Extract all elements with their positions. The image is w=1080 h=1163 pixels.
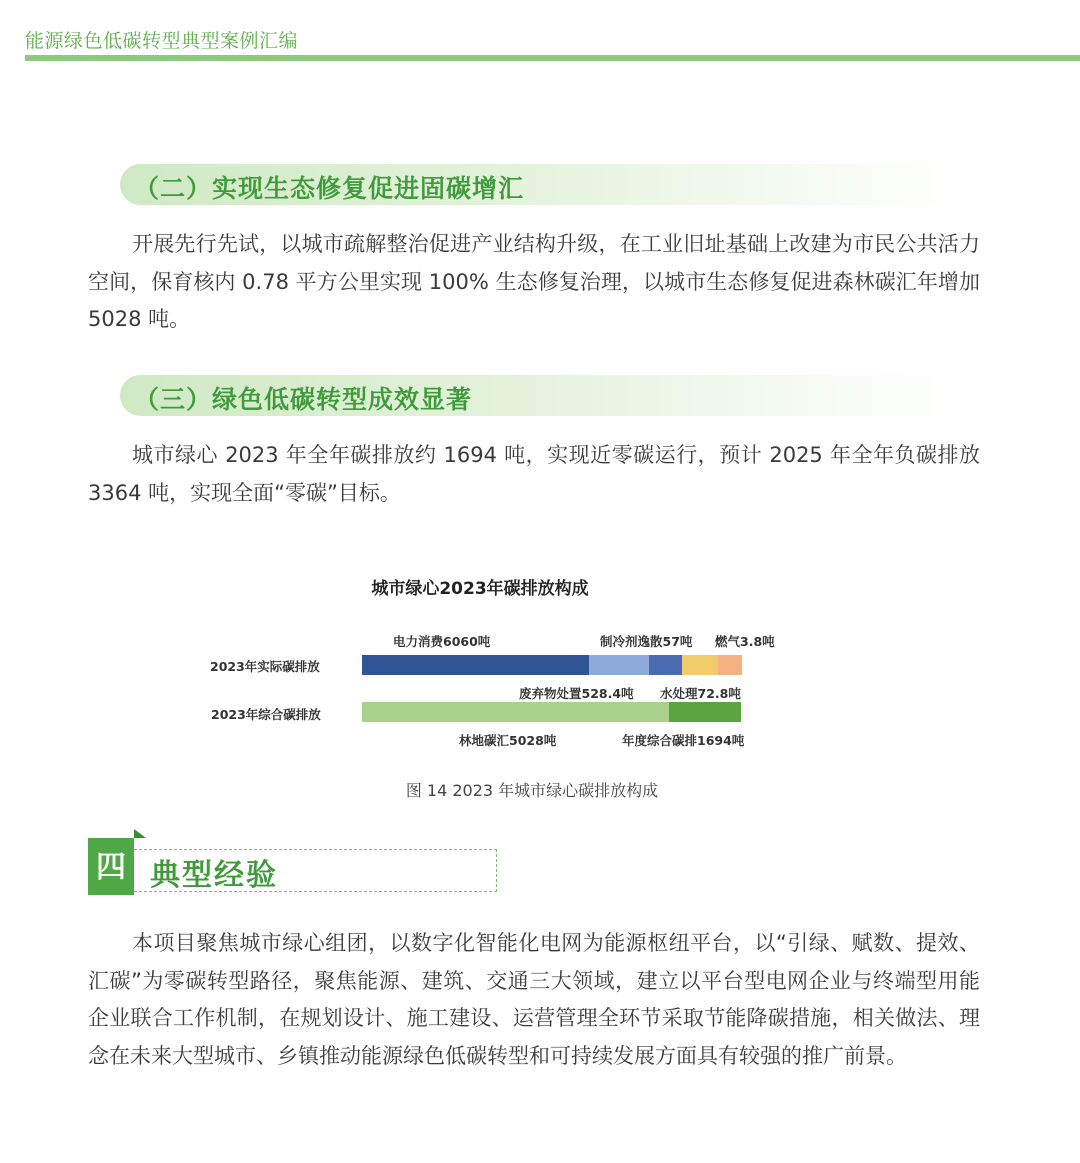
data-label-annual-net: 年度综合碳排1694吨 [622, 733, 745, 748]
section-paragraph-3: 城市绿心 2023 年全年碳排放约 1694 吨，实现近零碳运行，预计 2025 年全年负碳排放 3364 吨，实现全面“零碳”目标。 [88, 443, 980, 505]
data-label-gas: 燃气3.8吨 [715, 634, 775, 649]
bar-segment-gas [718, 655, 742, 675]
data-label-waste: 废弃物处置528.4吨 [519, 686, 634, 701]
section-banner-2 [120, 164, 960, 205]
data-label-power: 电力消费6060吨 [393, 634, 491, 649]
chart-category-label-actual: 2023年实际碳排放 [210, 659, 320, 674]
chart-category-label-combined: 2023年综合碳排放 [211, 707, 321, 722]
chapter-paragraph: 本项目聚焦城市绿心组团，以数字化智能化电网为能源枢纽平台，以“引绿、赋数、提效、汇碳”为零碳转型路径，聚焦能源、建筑、交通三大领域，建立以平台型电网企业与终端型用能企业联合工作机制，在规划设计、施工建设、运营管理全环节采取节能降碳措施，相关做法、理念在未来大型城市、乡镇推动能源绿色低碳转型和可持续发展方面具有较强的推广前景。 [88, 931, 980, 1068]
data-label-forest-sink: 林地碳汇5028吨 [459, 733, 557, 748]
header-rule [25, 55, 1080, 61]
bar-segment-annual-net [669, 702, 741, 722]
bar-segment-mid-blue [649, 655, 682, 675]
figure-caption: 图 14 2023 年城市绿心碳排放构成 [405, 781, 659, 800]
bar-segment-refrigerant [682, 655, 718, 675]
chapter-corner-fold [134, 829, 146, 838]
chart-title: 城市绿心2023年碳排放构成 [371, 579, 589, 599]
data-label-water: 水处理72.8吨 [660, 686, 741, 701]
section-heading-2: （二）实现生态修复促进固碳增汇 [134, 174, 525, 203]
section-banner-3 [120, 375, 960, 416]
section-paragraph-2: 开展先行先试，以城市疏解整治促进产业结构升级，在工业旧址基础上改建为市民公共活力空间，保育核内 0.78 平方公里实现 100% 生态修复治理，以城市生态修复促进森林碳汇年增加 5028 吨。 [88, 232, 980, 331]
data-label-refrigerant: 制冷剂逸散57吨 [600, 634, 693, 649]
bar-segment-light-blue [589, 655, 649, 675]
bar-segment-forest-sink [362, 702, 669, 722]
bar-segment-power [362, 655, 589, 675]
chapter-number: 四 [88, 838, 134, 895]
section-heading-3: （三）绿色低碳转型成效显著 [134, 385, 473, 414]
chapter-title: 典型经验 [150, 858, 278, 893]
header-title: 能源绿色低碳转型典型案例汇编 [25, 30, 299, 52]
